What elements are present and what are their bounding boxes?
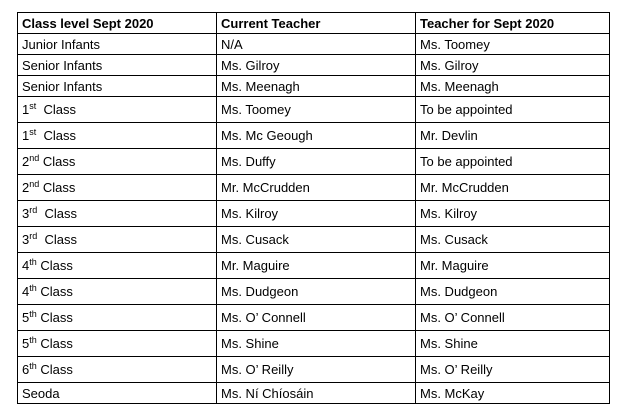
ordinal-suffix: rd — [29, 231, 38, 241]
class-level-text: Class — [37, 206, 77, 221]
ordinal-suffix: th — [29, 257, 37, 267]
ordinal-suffix: th — [29, 283, 37, 293]
class-level-cell — [18, 97, 217, 123]
class-level-cell — [18, 227, 217, 253]
table-row — [18, 55, 610, 76]
table-row — [18, 305, 610, 331]
current-teacher-cell: Ms. Toomey — [217, 97, 416, 123]
class-level-cell — [18, 123, 217, 149]
sept-2020-teacher-cell: Ms. Cusack — [416, 227, 610, 253]
sept-2020-teacher-cell: To be appointed — [416, 97, 610, 123]
table-header-row — [18, 13, 610, 34]
class-level-text: Class — [39, 154, 76, 169]
header-current-teacher: Current Teacher — [217, 13, 416, 34]
class-level-text: Class — [37, 232, 77, 247]
header-teacher-sept-2020: Teacher for Sept 2020 — [416, 13, 610, 34]
current-teacher-cell: Ms. Kilroy — [217, 201, 416, 227]
current-teacher-cell: Ms. Duffy — [217, 149, 416, 175]
class-number: 5 — [22, 336, 30, 351]
ordinal-suffix: st — [29, 127, 37, 137]
class-number: 2 — [22, 154, 30, 169]
class-level-cell — [18, 357, 217, 383]
sept-2020-teacher-cell: Mr. McCrudden — [416, 175, 610, 201]
table-row — [18, 383, 610, 404]
current-teacher-cell: Ms. Mc Geough — [217, 123, 416, 149]
class-level-cell — [18, 383, 217, 404]
table-row — [18, 34, 610, 55]
table-row — [18, 175, 610, 201]
table-body — [18, 34, 610, 404]
class-number: 2 — [22, 180, 30, 195]
table-row — [18, 279, 610, 305]
ordinal-suffix: nd — [29, 153, 40, 163]
class-level-text: Class — [36, 336, 73, 351]
sept-2020-teacher-cell: Mr. Maguire — [416, 253, 610, 279]
ordinal-suffix: th — [29, 309, 37, 319]
sept-2020-teacher-cell: Ms. Gilroy — [416, 55, 610, 76]
class-level-cell — [18, 305, 217, 331]
sept-2020-teacher-cell: Ms. O’ Connell — [416, 305, 610, 331]
table-row — [18, 149, 610, 175]
sept-2020-teacher-cell: To be appointed — [416, 149, 610, 175]
class-number: 4 — [22, 284, 30, 299]
class-level-text: Class — [36, 362, 73, 377]
current-teacher-cell: Ms. Ní Chíosáin — [217, 383, 416, 404]
ordinal-suffix: th — [29, 335, 37, 345]
current-teacher-cell: Mr. McCrudden — [217, 175, 416, 201]
header-class-level: Class level Sept 2020 — [18, 13, 217, 34]
class-level-text: Class — [36, 128, 76, 143]
class-level-cell — [18, 201, 217, 227]
ordinal-suffix: rd — [29, 205, 38, 215]
table-row — [18, 76, 610, 97]
class-level-text: Class — [36, 258, 73, 273]
current-teacher-cell: Ms. O’ Connell — [217, 305, 416, 331]
class-level-cell — [18, 175, 217, 201]
class-number: 5 — [22, 310, 30, 325]
table-row — [18, 357, 610, 383]
class-level-cell — [18, 34, 217, 55]
current-teacher-cell: Ms. Meenagh — [217, 76, 416, 97]
sept-2020-teacher-cell: Mr. Devlin — [416, 123, 610, 149]
ordinal-suffix: th — [29, 361, 37, 371]
sept-2020-teacher-cell: Ms. Kilroy — [416, 201, 610, 227]
class-level-text: Junior Infants — [22, 36, 101, 52]
table-row — [18, 227, 610, 253]
class-level-cell — [18, 76, 217, 97]
class-number: 1 — [22, 128, 30, 143]
sept-2020-teacher-cell: Ms. Meenagh — [416, 76, 610, 97]
class-level-text: Class — [39, 180, 76, 195]
current-teacher-cell: Ms. Shine — [217, 331, 416, 357]
class-level-text: Class — [36, 284, 73, 299]
ordinal-suffix: nd — [29, 179, 40, 189]
class-number: 1 — [22, 102, 30, 117]
class-level-cell — [18, 253, 217, 279]
sept-2020-teacher-cell: Ms. Toomey — [416, 34, 610, 55]
class-level-cell — [18, 149, 217, 175]
table-row — [18, 97, 610, 123]
class-level-text: Seoda — [22, 385, 60, 401]
class-level-text: Class — [36, 102, 76, 117]
class-level-text: Senior Infants — [22, 57, 103, 73]
current-teacher-cell: Ms. Dudgeon — [217, 279, 416, 305]
current-teacher-cell: Ms. Cusack — [217, 227, 416, 253]
class-level-cell — [18, 331, 217, 357]
sept-2020-teacher-cell: Ms. Shine — [416, 331, 610, 357]
ordinal-suffix: st — [29, 101, 37, 111]
sept-2020-teacher-cell: Ms. Dudgeon — [416, 279, 610, 305]
current-teacher-cell: N/A — [217, 34, 416, 55]
class-number: 4 — [22, 258, 30, 273]
class-level-text: Senior Infants — [22, 78, 103, 94]
class-level-text: Class — [36, 310, 73, 325]
sept-2020-teacher-cell: Ms. McKay — [416, 383, 610, 404]
class-number: 3 — [22, 232, 30, 247]
class-number: 3 — [22, 206, 30, 221]
class-level-cell — [18, 55, 217, 76]
table-row — [18, 123, 610, 149]
class-teacher-table — [17, 12, 610, 404]
table-row — [18, 253, 610, 279]
table-row — [18, 331, 610, 357]
class-number: 6 — [22, 362, 30, 377]
current-teacher-cell: Ms. Gilroy — [217, 55, 416, 76]
current-teacher-cell: Ms. O’ Reilly — [217, 357, 416, 383]
class-level-cell — [18, 279, 217, 305]
sept-2020-teacher-cell: Ms. O’ Reilly — [416, 357, 610, 383]
current-teacher-cell: Mr. Maguire — [217, 253, 416, 279]
table-row — [18, 201, 610, 227]
